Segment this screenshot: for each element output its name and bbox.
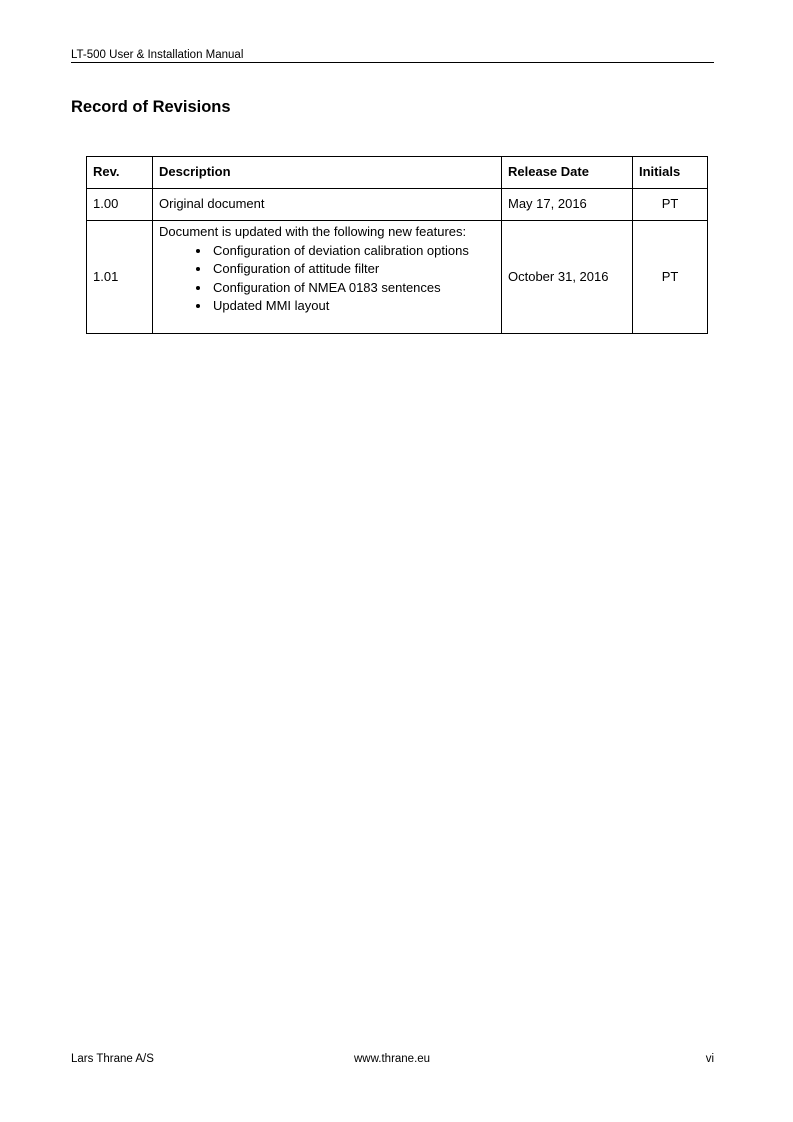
description-intro: Document is updated with the following new features:	[159, 224, 467, 239]
feature-item: • Configuration of deviation calibration options	[211, 242, 495, 261]
initials-cell: PT	[633, 189, 708, 221]
revisions-table	[86, 156, 708, 334]
page-footer	[71, 1052, 714, 1066]
footer-website: www.thrane.eu	[354, 1053, 431, 1065]
page-title: Record of Revisions	[71, 98, 231, 116]
table-header-row	[87, 157, 708, 189]
column-header-description: Description	[153, 157, 502, 189]
feature-item: • Configuration of NMEA 0183 sentences	[211, 279, 495, 298]
table-row	[87, 189, 708, 221]
initials-cell: PT	[633, 221, 708, 334]
feature-item: • Configuration of attitude filter	[211, 260, 495, 279]
rev-cell: 1.01	[87, 221, 153, 334]
description-cell	[153, 221, 502, 334]
table-row	[87, 221, 708, 334]
rev-cell: 1.00	[87, 189, 153, 221]
release-date-cell: May 17, 2016	[502, 189, 633, 221]
column-header-rev: Rev.	[87, 157, 153, 189]
feature-list	[159, 242, 495, 316]
column-header-initials: Initials	[633, 157, 708, 189]
feature-item: • Updated MMI layout	[211, 297, 495, 316]
footer-company: Lars Thrane A/S	[71, 1053, 154, 1065]
page-header	[71, 48, 714, 63]
description-cell: Original document	[153, 189, 502, 221]
column-header-release-date: Release Date	[502, 157, 633, 189]
header-title: LT-500 User & Installation Manual	[71, 49, 244, 61]
release-date-cell: October 31, 2016	[502, 221, 633, 334]
footer-page-number: vi	[705, 1053, 714, 1065]
